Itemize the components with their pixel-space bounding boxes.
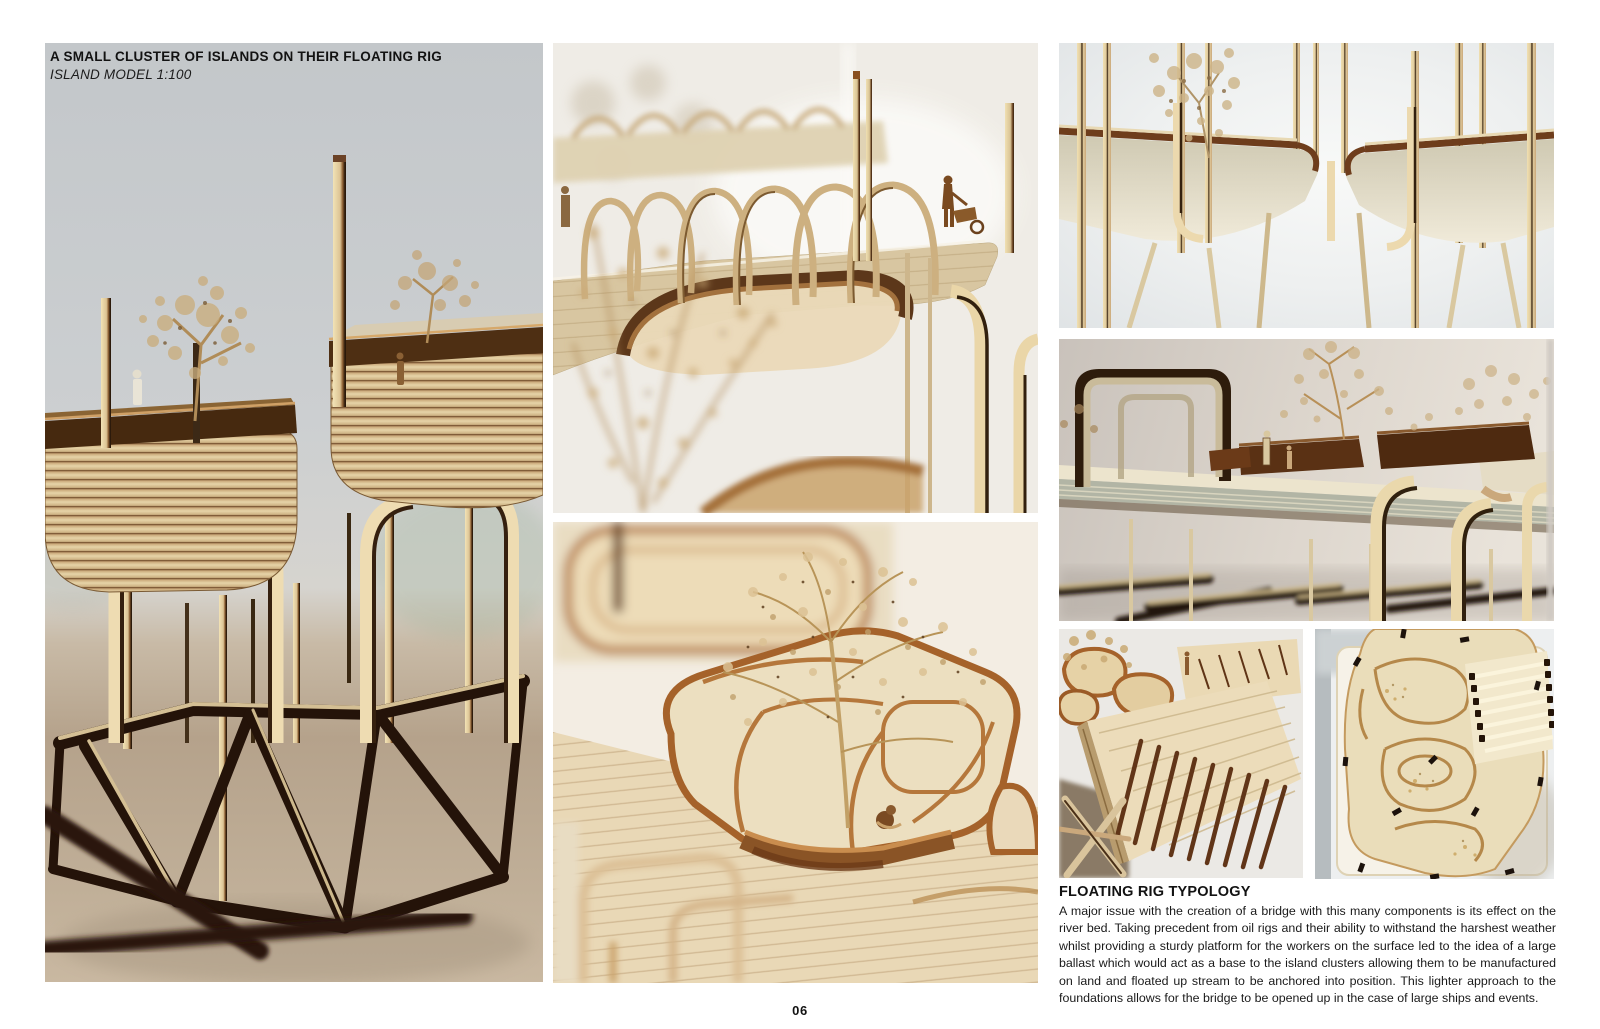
- photo-platform-underside: [1059, 43, 1554, 328]
- frame-edge-blur: [1547, 339, 1554, 621]
- deck-arches-illustration: [553, 43, 1038, 513]
- photo-island-cluster-plan: [1315, 629, 1554, 879]
- typology-heading: FLOATING RIG TYPOLOGY: [1059, 884, 1251, 900]
- island-cluster-model-illustration: [45, 43, 543, 982]
- photo-island-tray-closeup: [553, 522, 1038, 983]
- page-subtitle: ISLAND MODEL 1:100: [50, 67, 192, 82]
- center-post: [1327, 161, 1335, 241]
- page-number: 06: [792, 1003, 808, 1018]
- stick-ladder: [1465, 651, 1554, 764]
- island-cluster-plan-illustration: [1315, 629, 1554, 879]
- page-title: A SMALL CLUSTER OF ISLANDS ON THEIR FLOATING RIG: [50, 49, 442, 64]
- platform-underside-illustration: [1059, 43, 1554, 328]
- photo-deck-arches: [553, 43, 1038, 513]
- tiny-figure: [1185, 663, 1189, 675]
- figure-caption-header: [50, 49, 442, 82]
- typology-body: A major issue with the creation of a bridge with this many components is its effect on the river bed. Taking precedent from oil rigs and their ability to withstand the harshest weather whilst providing a sturdy platform for the workers on the surface led to the idea of a large ballast which would act as a base to the island clusters allowing them to be manufactured on land and floated up stream to be anchored into position. This lighter approach to the foundations allows for the bridge to be opened up in the case of large ships and events.: [1059, 904, 1556, 1006]
- ballast-deck-illustration: [1059, 629, 1303, 878]
- platform-side-view-illustration: [1059, 339, 1554, 621]
- island-tray-closeup-illustration: [553, 522, 1038, 983]
- photo-ballast-deck: [1059, 629, 1303, 878]
- typology-block: [1059, 884, 1556, 1007]
- photo-island-cluster-model: [45, 43, 543, 982]
- photo-platform-side-view: [1059, 339, 1554, 621]
